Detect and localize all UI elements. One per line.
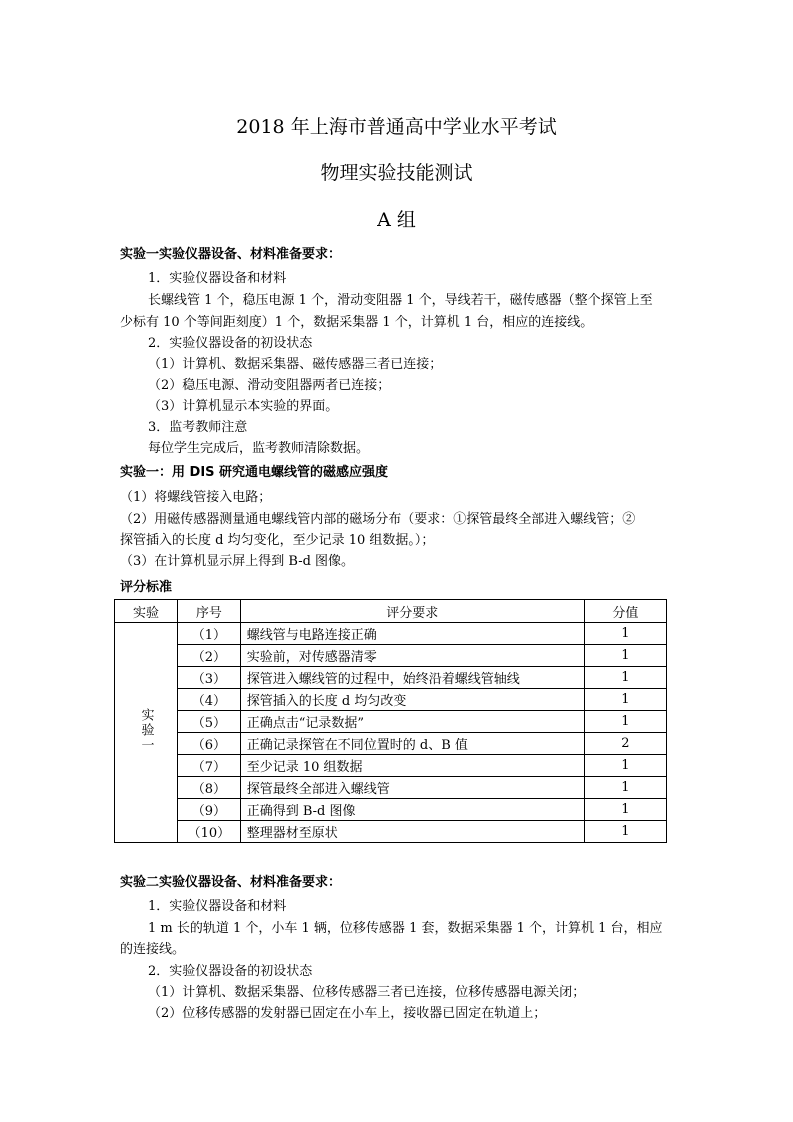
exp1-heading: 实验一：用 DIS 研究通电螺线管的磁感应强度	[120, 465, 389, 480]
exp2-prep-s1: 1．实验仪器设备和材料	[148, 899, 287, 914]
row-req: 整理器材至原状	[240, 821, 584, 843]
table-row	[115, 689, 667, 711]
exp1-prep-s1-text: 长螺线管 1 个，稳压电源 1 个，滑动变阻器 1 个，导线若干，磁传感器（整个探管上至	[148, 293, 653, 308]
row-req: 实验前，对传感器清零	[240, 645, 584, 667]
row-score: 1	[584, 777, 666, 799]
row-req: 正确记录探管在不同位置时的 d、B 值	[240, 733, 584, 755]
exp2-prep-s1-text-cont: 的连接线。	[120, 942, 186, 957]
exp1-prep-s1-text-cont: 少标有 10 个等间距刻度）1 个，数据采集器 1 个，计算机 1 台，相应的连接线。	[120, 315, 594, 330]
col-header-no: 序号	[177, 600, 240, 623]
exp2-prep-s2: 2．实验仪器设备的初设状态	[148, 964, 313, 979]
exp1-prep-s2-3: （3）计算机显示本实验的界面。	[148, 399, 339, 414]
col-header-exp: 实验	[115, 600, 178, 623]
row-req: 至少记录 10 组数据	[240, 755, 584, 777]
row-req: 正确得到 B-d 图像	[240, 799, 584, 821]
exp2-prep-s2-1: （1）计算机、数据采集器、位移传感器三者已连接，位移传感器电源关闭；	[148, 985, 586, 1000]
exp1-task-2-cont: 探管插入的长度 d 均匀变化，至少记录 10 组数据。）；	[120, 533, 435, 548]
row-score: 1	[584, 711, 666, 733]
row-no: （7）	[177, 755, 240, 777]
row-req: 探管进入螺线管的过程中，始终沿着螺线管轴线	[240, 667, 584, 689]
exp1-task-1: （1）将螺线管接入电路；	[120, 490, 272, 505]
exp1-task-2: （2）用磁传感器测量通电螺线管内部的磁场分布（要求：①探管最终全部进入螺线管；②	[120, 512, 636, 527]
doc-title: 2018 年上海市普通高中学业水平考试	[236, 116, 557, 138]
row-score: 1	[584, 689, 666, 711]
row-no: （8）	[177, 777, 240, 799]
exp2-prep-s1-text: 1 m 长的轨道 1 个，小车 1 辆，位移传感器 1 套，数据采集器 1 个，计算机 1 台，相应	[148, 921, 663, 936]
exp1-prep-s2-2: （2）稳压电源、滑动变阻器两者已连接；	[148, 378, 391, 393]
scoring-heading: 评分标准	[120, 580, 173, 595]
exp1-prep-s2-1: （1）计算机、数据采集器、磁传感器三者已连接；	[148, 357, 443, 372]
row-no: （4）	[177, 689, 240, 711]
exp1-task-3: （3）在计算机显示屏上得到 B-d 图像。	[120, 554, 355, 569]
exp1-prep-s2: 2．实验仪器设备的初设状态	[148, 336, 313, 351]
scoring-table	[114, 599, 667, 843]
row-no: （5）	[177, 711, 240, 733]
exp-label: 实验一	[138, 708, 154, 753]
doc-subtitle: 物理实验技能测试	[320, 162, 473, 184]
exp1-prep-s3: 3．监考教师注意	[148, 420, 248, 435]
scoring-header-row	[115, 600, 667, 623]
table-row	[115, 799, 667, 821]
exp2-prep-heading: 实验二实验仪器设备、材料准备要求：	[120, 875, 342, 890]
table-row	[115, 711, 667, 733]
row-score: 2	[584, 733, 666, 755]
row-score: 1	[584, 799, 666, 821]
exp1-prep-s3-text: 每位学生完成后，监考教师清除数据。	[148, 441, 370, 456]
row-no: （1）	[177, 623, 240, 645]
exp2-prep-s2-2: （2）位移传感器的发射器已固定在小车上，接收器已固定在轨道上；	[148, 1006, 547, 1021]
row-no: （9）	[177, 799, 240, 821]
row-no: （3）	[177, 667, 240, 689]
exp1-prep-s1: 1．实验仪器设备和材料	[148, 271, 287, 286]
row-score: 1	[584, 821, 666, 843]
row-score: 1	[584, 623, 666, 645]
row-req: 探管最终全部进入螺线管	[240, 777, 584, 799]
row-score: 1	[584, 755, 666, 777]
row-score: 1	[584, 667, 666, 689]
table-row	[115, 821, 667, 843]
row-no: （6）	[177, 733, 240, 755]
row-req: 探管插入的长度 d 均匀改变	[240, 689, 584, 711]
row-no: （10）	[177, 821, 240, 843]
col-header-req: 评分要求	[240, 600, 584, 623]
table-row	[115, 623, 667, 645]
row-req: 螺线管与电路连接正确	[240, 623, 584, 645]
row-score: 1	[584, 645, 666, 667]
row-no: （2）	[177, 645, 240, 667]
table-row	[115, 777, 667, 799]
row-req: 正确点击“记录数据”	[240, 711, 584, 733]
exp1-prep-heading: 实验一实验仪器设备、材料准备要求：	[120, 247, 342, 262]
table-row	[115, 733, 667, 755]
group-label: A 组	[377, 209, 416, 231]
col-header-score: 分值	[584, 600, 666, 623]
table-row	[115, 645, 667, 667]
table-row	[115, 667, 667, 689]
table-row	[115, 755, 667, 777]
exp-label-cell	[115, 623, 178, 843]
